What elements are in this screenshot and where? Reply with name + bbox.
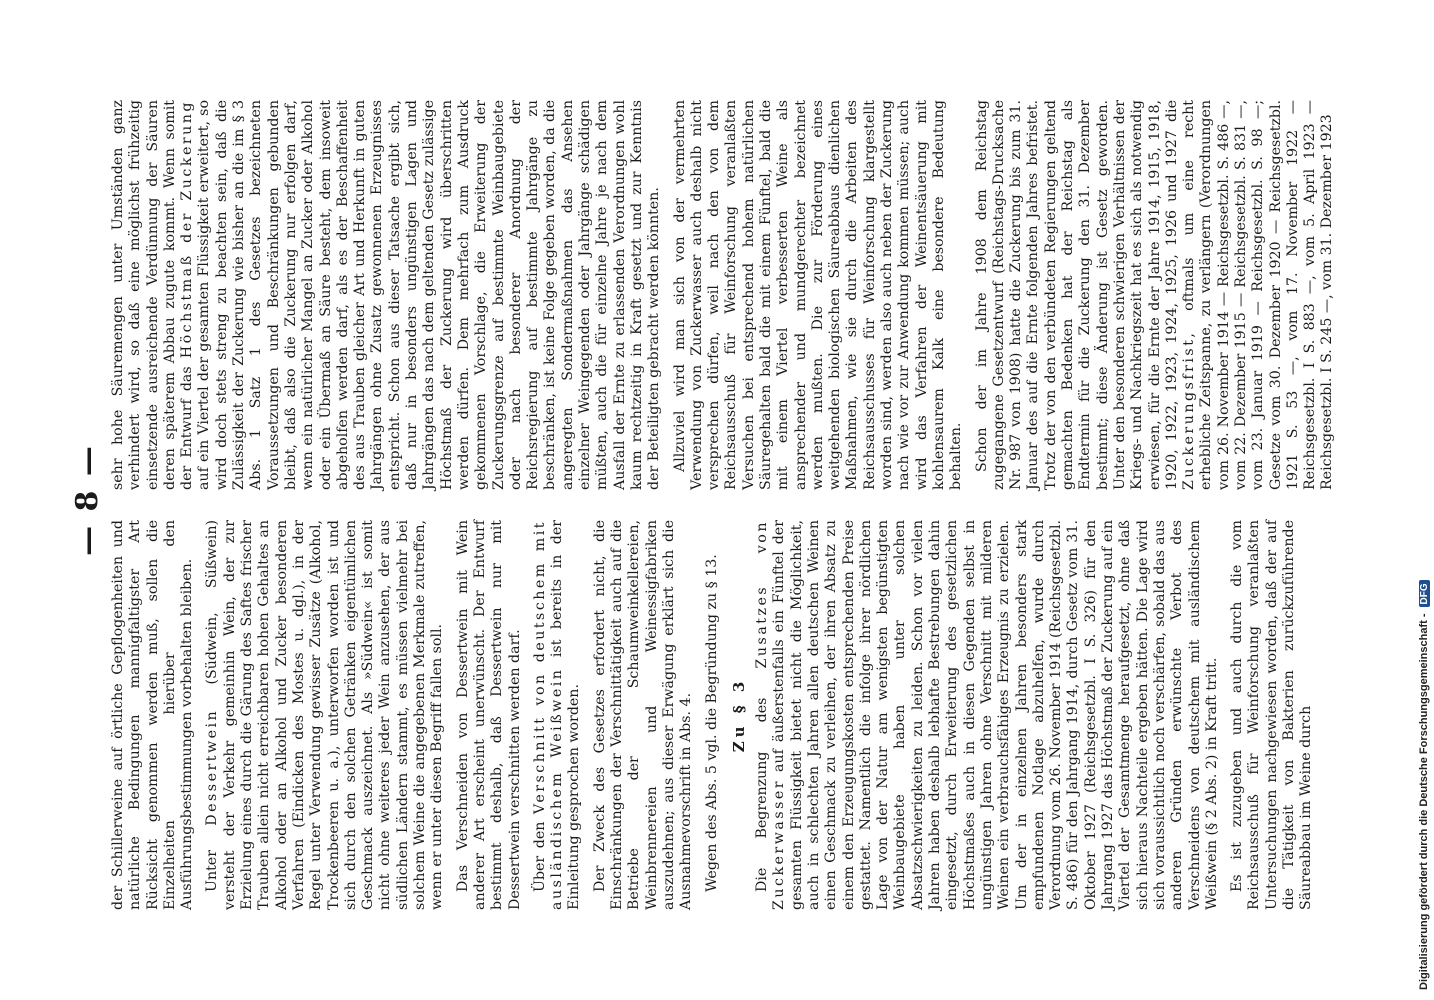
spaced-term: Zusatzes von Zuckerwasser	[754, 520, 788, 910]
section-heading: Zu § 3	[729, 677, 748, 753]
dfg-logo: DFG	[1419, 580, 1430, 607]
paragraph: Das Verschneiden von Dessertwein mit Wein anderer Art erscheint unerwünscht. Der Entwurf bestimmt deshalb, daß Dessertwein nur mit Dessertwein verschnitten werden darf.	[454, 520, 523, 910]
spaced-term: Verschnitt von deutschem mit ausländischem Weißwein	[531, 520, 566, 910]
credit-text: Digitalisierung gefördert durch die Deutsche Forschungsgemeinschaft -	[1418, 613, 1430, 990]
paragraph: Es ist zuzugeben und auch durch die vom Reichsausschuß für Weinforschung veranlaßten Untersuchungen nachgewiesen worden, daß der auf die Tätigkeit von Bakterien zurückzuführende Säureabbau im Weine durch	[1229, 520, 1315, 910]
paragraph: Schon der im Jahre 1908 dem Reichstag zugegangene Gesetzentwurf (Reichstags-Drucksache Nr. 987 von 1908) hatte die Zuckerung bis zum 31. Januar des auf die Ernte folgenden Jahres befristet. Trotz der von den verbündeten Regierungen geltend gemachten Bedenken hat der Reichstag als Endtermin für die Zuckerung den 31. Dezember bestimmt; diese Änderung ist Gesetz geworden. Unter den besonderen schwierigen Verhältnissen der Kriegs- und Nachkriegszeit hat es sich als notwendig erwiesen, für die Ernte der Jahre 1914, 1915, 1918, 1920, 1922, 1923, 1924, 1925, 1926 und 1927 die Zuckerungsfrist, oftmals um eine recht erhebliche Zeitspanne, zu verlängern (Verordnungen vom 26. November 1914 — Reichsgesetzbl. S. 486 —, vom 22. Dezember 1915 — Reichsgesetzbl. S. 831 —, vom 23. Januar 1919 — Reichsgesetzbl. S. 98 —; Gesetze vom 30. Dezember 1920 — Reichsgesetzbl. 1921 S. 53 —, vom 17. November 1922 — Reichsgesetzbl. I S. 883 —, vom 5. April 1923 — Reichsgesetzbl. I S. 245 —, vom 31. Dezember 1923	[973, 100, 1336, 490]
paragraph: Unter Dessertwein (Südwein, Süßwein) versteht der Verkehr gemeinhin Wein, der zur Erzielung eines durch die Gärung des Saftes frischer Trauben allein nicht erreichbaren hohen Gehaltes an Alkohol oder an Alkohol und Zucker besonderen Verfahren (Eindicken des Mostes u. dgl.), in der Regel unter Verwendung gewisser Zusätze (Alkohol, Trockenbeeren u. a.), unterworfen worden ist und sich durch den solchen Getränken eigentümlichen Geschmack auszeichnet. Als »Südwein« ist somit nicht ohne weiteres jeder Wein anzusehen, der aus südlichen Ländern stammt, es müssen vielmehr bei solchem Weine die angegebenen Merkmale zutreffen, wenn er unter diesen Begriff fallen soll.	[204, 520, 446, 910]
page-number: — 8 —	[70, 444, 105, 556]
digitization-credit	[1418, 10, 1432, 990]
spaced-term: Dessertwein	[204, 708, 221, 826]
paragraph: Die Begrenzung des Zusatzes von Zuckerwasser auf äußerstenfalls ein Fünftel der gesamten Flüssigkeit bietet nicht die Möglichkeit, auch in schlechten Jahren allen deutschen Weinen einen Geschmack zu verleihen, der ihren Absatz zu einem den Erzeugungskosten entsprechenden Preise gestattet. Namentlich die infolge ihrer nördlichen Lage von der Natur am wenigsten begünstigten Weinbaugebiete haben unter solchen Absatzschwierigkeiten zu leiden. Schon vor vielen Jahren haben deshalb lebhafte Bestrebungen dahin eingesetzt, durch Erweiterung des gesetzlichen Höchstmaßes auch in diesen Gegenden selbst in ungünstigen Jahren ohne Verschnitt mit milderen Weinen ein verbrauchsfähiges Erzeugnis zu erzielen. Um der in einzelnen Jahren besonders stark empfundenen Notlage abzuhelfen, wurde durch Verordnung vom 26. November 1914 (Reichsgesetzbl. S. 486) für den Jahrgang 1914, durch Gesetz vom 31. Oktober 1927 (Reichsgesetzbl. I S. 326) für den Jahrgang 1927 das Höchstmaß der Zuckerung auf ein Viertel der Gesamtmenge heraufgesetzt, ohne daß sich hieraus Nachteile ergeben hätten. Die Lage wird sich voraussichtlich noch verschärfen, sobald das aus anderen Gründen erwünschte Verbot des Verschneidens von deutschem mit ausländischem Weißwein (§ 2 Abs. 2) in Kraft tritt.	[754, 520, 1220, 910]
paragraph: der Schillerweine auf örtliche Gepflogenheiten und natürliche Bedingungen mannigfaltigster Art Rücksicht genommen werden muß, sollen die Einzelheiten hierüber den Ausführungsbestimmungen vorbehalten bleiben.	[110, 520, 196, 910]
right-column	[110, 100, 1336, 490]
paragraph: Allzuviel wird man sich von der vermehrten Verwendung von Zuckerwasser auch deshalb nicht versprechen dürfen, weil nach den von dem Reichsausschuß für Weinforschung veranlaßten Versuchen bei entsprechend hohem natürlichen Säuregehalten bald die mit einem Fünftel, bald die mit einem Viertel verbesserten Weine als ansprechender und mundgerechter bezeichnet werden mußten. Die zur Förderung eines weitgehenden biologischen Säureabbaus dienlichen Maßnahmen, wie sie durch die Arbeiten des Reichsausschusses für Weinforschung klargestellt worden sind, werden also auch neben der Zuckerung nach wie vor zur Anwendung kommen müssen; auch wird das Verfahren der Weinentsäuerung mit kohlensaurem Kalk eine besondere Bedeutung behalten.	[671, 100, 965, 490]
paragraph: sehr hohe Säuremengen unter Umständen ganz verhindert wird, so daß eine möglichst frühzeitig einsetzende ausreichende Verdünnung der Säuren deren späterem Abbau zugute kommt. Wenn somit der Entwurf das Höchstmaß der Zuckerung auf ein Viertel der gesamten Flüssigkeit erweitert, so wird doch stets streng zu beachten sein, daß die Zulässigkeit der Zuckerung wie bisher an die im § 3 Abs. 1 Satz 1 des Gesetzes bezeichneten Voraussetzungen und Beschränkungen gebunden bleibt, daß also die Zuckerung nur erfolgen darf, wenn ein natürlicher Mangel an Zucker oder Alkohol oder ein Übermaß an Säure besteht, dem insoweit abgeholfen werden darf, als es der Beschaffenheit des aus Trauben gleicher Art und Herkunft in guten Jahrgängen ohne Zusatz gewonnenen Erzeugnisses entspricht. Schon aus dieser Tatsache ergibt sich, daß nur in besonders ungünstigen Lagen und Jahrgängen das nach dem geltenden Gesetz zulässige Höchstmaß der Zuckerung wird überschritten werden dürfen. Dem mehrfach zum Ausdruck gekommenen Vorschlage, die Erweiterung der Zuckerungsgrenze auf bestimmte Weinbaugebiete oder nach besonderer Anordnung der Reichsregierung auf bestimmte Jahrgänge zu beschränken, ist keine Folge gegeben worden, da die angeregten Sondermaßnahmen das Ansehen einzelner Weingegenden oder Jahrgänge schädigen müßten, auch die für einzelne Jahre je nach dem Ausfall der Ernte zu erlassenden Verordnungen wohl kaum rechtzeitig in Kraft gesetzt und zur Kenntnis der Beteiligten gebracht werden könnten.	[110, 100, 663, 490]
left-column	[110, 520, 1315, 910]
paragraph: Der Zweck des Gesetzes erfordert nicht, die Einschränkungen der Verschnittätigkeit auch auf die Betriebe der Schaumweinkellereien, Weinbrennereien und Weinessigfabriken auszudehnen; aus dieser Erwägung erklärt sich die Ausnahmevorschrift in Abs. 4.	[591, 520, 695, 910]
spaced-term: Höchstmaß der Zuckerung	[179, 100, 196, 359]
spaced-term: Zuckerungsfrist	[1181, 337, 1198, 490]
paragraph: Über den Verschnitt von deutschem mit ausländischem Weißwein ist bereits in der Einleitung gesprochen worden.	[531, 520, 583, 910]
paragraph: Wegen des Abs. 5 vgl. die Begründung zu § 13.	[703, 554, 720, 892]
